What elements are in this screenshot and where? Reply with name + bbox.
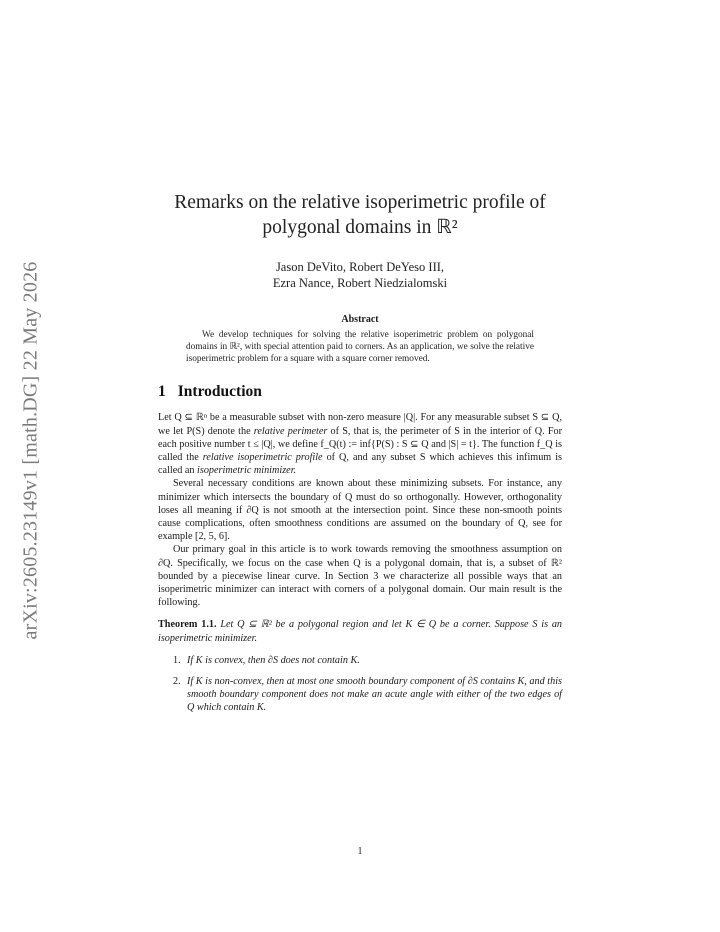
abstract-heading: Abstract xyxy=(341,314,379,325)
arxiv-identifier-stamp xyxy=(8,240,54,660)
paper-title xyxy=(158,190,562,240)
theorem-1-1 xyxy=(158,618,562,644)
authors-line-2: Ezra Nance, Robert Niedzialomski xyxy=(272,276,448,290)
intro-paragraph-3: Our primary goal in this article is to work towards removing the smoothness assumption on ∂Q. Specifically, we focus on the case when Q is a polygonal domain, that is, a subset of ℝ² bounded by a piecewise linear curve. In Section 3 we characterize all possible ways that an isoperimetric minimizer can interact with corners of a polygonal domain. Our main result is the following. xyxy=(158,544,562,609)
section-heading xyxy=(158,383,562,401)
item-text: If K is convex, then ∂S does not contain K. xyxy=(187,654,360,666)
intro-paragraph-1 xyxy=(158,411,562,477)
term-relative-perimeter: relative perimeter xyxy=(253,425,328,437)
title-line-2: polygonal domains in ℝ² xyxy=(262,217,458,238)
item-marker: 2. xyxy=(173,676,181,688)
term-isoperimetric-minimizer: isoperimetric minimizer. xyxy=(197,465,297,477)
term-isoperimetric-profile: relative isoperimetric profile xyxy=(202,452,323,463)
abstract-text: We develop techniques for solving the relative isoperimetric problem on polygonal domains in ℝ², with special attention paid to corners. As an application, we solve the relative isoperimetric problem for a square with a square corner removed. xyxy=(186,330,534,364)
arxiv-identifier-text: arXiv:2605.23149v1 [math.DG] 22 May 2026 xyxy=(19,261,42,639)
item-marker: 1. xyxy=(173,654,181,666)
theorem-item-list xyxy=(158,654,562,715)
theorem-item xyxy=(173,675,562,715)
paper-body xyxy=(158,190,562,723)
theorem-statement: Let Q ⊆ ℝ² be a polygonal region and let K ∈ Q be a corner. Suppose S is an isoperimetric minimizer. xyxy=(158,619,563,644)
authors-line-1: Jason DeVito, Robert DeYeso III, xyxy=(275,260,445,274)
p1-text-3: of Q, and any subset S which achieves this infimum is called an xyxy=(158,452,563,477)
p1-text-2: of S, that is, the perimeter of S in the interior of Q. For each positive number t ≤ |Q|, we define f_Q(t) := inf{P(S) : S ⊆ Q and |S| = t}. The function f_Q is called the xyxy=(158,425,563,463)
title-line-1: Remarks on the relative isoperimetric profile of xyxy=(174,192,546,213)
page-number: 1 xyxy=(357,846,363,857)
intro-paragraph-2: Several necessary conditions are known about these minimizing subsets. For instance, any minimizer which intersects the boundary of Q must do so orthogonally. However, orthogonality loses all meaning if ∂Q is not smooth at the intersection point. Since these non-smooth points cause complications, often smoothness conditions are assumed on the boundary of Q, see for example [2, 5, 6]. xyxy=(158,478,562,543)
item-text: If K is non-convex, then at most one smooth boundary component of ∂S contains K, and this smooth boundary component does not make an acute angle with either of the two edges of Q which contain K. xyxy=(187,676,562,714)
p1-text-1: Let Q ⊆ ℝⁿ be a measurable subset with non-zero measure |Q|. For any measurable subset S ⊆ Q, we let P(S) denote the xyxy=(158,412,562,437)
author-list xyxy=(158,259,562,291)
theorem-label: Theorem 1.1. xyxy=(158,619,217,631)
theorem-item xyxy=(173,654,562,667)
section-title: Introduction xyxy=(177,383,262,401)
section-number: 1 xyxy=(158,383,166,401)
